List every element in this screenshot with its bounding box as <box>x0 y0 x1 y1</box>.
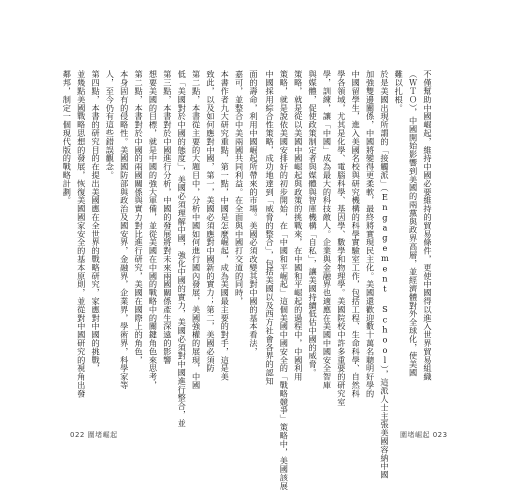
text-column: 學，訓練，讓「中國」成為最大的科技敵人。企業與金融界也適應在美國中國安全智庫 <box>322 70 333 390</box>
text-column: （ＷＴＯ），中國開始影響到美國的兩黨與政界高層，並經濟體對外全球化，使美國 <box>408 70 419 377</box>
text-column: 中國留學生，進入美國名校與研究機構的科學實驗室工作，包括工程、生命科學、自然科 <box>351 70 362 398</box>
text-column: 本書作者九大研究重點，第一點，中國是怎麼崛起，成為美國最主要的對手，這是美 <box>220 70 231 381</box>
right-page-footer: 圍堵崛起 023 <box>400 431 448 439</box>
text-column: 第二點，本書對於中國的兩國關係與實力對比進行研究，美國在國際上的角色， <box>134 70 145 364</box>
text-column: 策略，就是說依美國安排好的初步開始，在「中國和平崛起」這個美國中國安全的「戰略競爭」策略中，美國該展 <box>279 70 290 490</box>
text-column: 人，至今仍有這些錯誤觀念。 <box>105 70 116 180</box>
text-column: 難以扎根。 <box>394 70 405 112</box>
text-column: 第二點，本書從主要的大題目中，分析中國如何進行國內發展，美國強權的展現，中國 <box>191 70 202 390</box>
text-column: 並幾點美國戰略思想的發展，恢復美國國家安全的基本原則，並從對中國研究的視角出發 <box>76 70 87 398</box>
text-column: 中國採用綜合性策略，成功地達到「威脅的整合」，包括美國以及西方社會各界的認知 <box>265 70 276 386</box>
text-column: 第四點，本書的研究目的在提出美國應在全世界的戰略研究，家應對中國的挑戰， <box>91 70 102 373</box>
text-column: 不僅幫助中國崛起，維持中國必要維持的貿易條件，更使中國得以進入世界貿易組織 <box>423 70 433 381</box>
text-column: 想要美國的目標，就是中國的強大軍備，並從美國在中國的戰略中的關鍵角色來思考， <box>148 70 159 390</box>
text-column: 於是美國出現所謂的「接觸派」（Engagement School），這派人士主張美國容納中國 <box>379 70 390 479</box>
left-page-footer: 022 圍堵崛起 <box>70 431 118 439</box>
text-column: 加強雙邊關係，中國將變得更柔軟，最終將實現民主化。美國還歡迎數十萬名聰明好學的 <box>365 70 376 398</box>
text-column: 鄰邦，制定一個現代版的戰略計劃。 <box>62 70 73 205</box>
text-column: 第三點，本書對於中國進行分析，中國的發展將對未來兩國關係產生深遠的影響 <box>162 70 173 364</box>
text-column: 致此，以及如何應對中國，第一，美國必須應對中國新的實力；第二，美國必須防 <box>205 70 216 373</box>
text-column: 嘉可，並整合中美兩國共同利益。在全面與中國打交道的同時， <box>234 70 245 306</box>
text-column: 學各領域，尤其是化學、電腦科學、基因學、數學和物理學。美國院校中許多重要的研究室 <box>336 70 347 406</box>
text-column: 策略，就是從以美國中國崛起與政策的挑戰來，在中國和平崛起的過程中，中國利用 <box>293 70 304 381</box>
left-page <box>62 70 259 428</box>
text-column: 低「美國對於中國的態度」，美國必須理解中國，強化中國的實力，美國必須對中國進行整合，並 <box>177 70 188 428</box>
text-column: 面的壽命，利用中國崛起所帶來的市場。美國必須改變其對中國的基本看法， <box>249 70 259 356</box>
text-column: 與媒體，促使政策制定者與媒體與智庫機構「自私」，讓美國持續低估中國的威脅。 <box>308 70 319 377</box>
text-column: 本身固有的侵略性。美國國防部與政治及國安界，金融界，企業界，學術界，科學家等 <box>119 70 130 390</box>
